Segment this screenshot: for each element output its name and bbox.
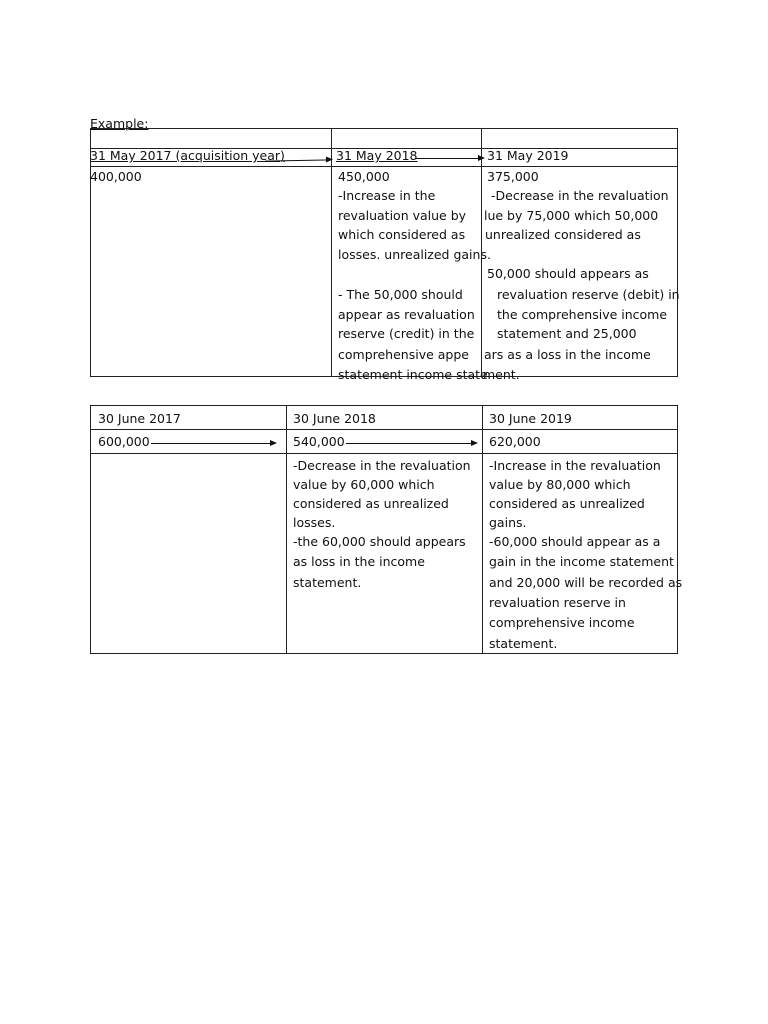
table-1-col2-line: statement income state [338, 367, 488, 382]
table-2-col3-line: gain in the income statement [489, 554, 674, 569]
table-2-border [90, 453, 678, 454]
table-2-value-col2: 540,000 [293, 434, 345, 449]
table-2-value-col1: 600,000 [98, 434, 150, 449]
table-2-header-col1: 30 June 2017 [98, 411, 181, 426]
arrow-icon [346, 443, 476, 444]
table-2-col2-line: -Decrease in the revaluation [293, 458, 471, 473]
table-1-col3-line: unrealized considered as [485, 227, 641, 242]
table-1-col3-line: 50,000 should appears as [487, 266, 649, 281]
table-1-col2-line: losses. unrealized gains. [338, 247, 491, 262]
table-2-header-col3: 30 June 2019 [489, 411, 572, 426]
table-2-col3-line: considered as unrealized [489, 496, 645, 511]
table-1-col3-line: statement and 25,000 [497, 326, 637, 341]
table-2-header-col2: 30 June 2018 [293, 411, 376, 426]
table-1-col3-line: the comprehensive income [497, 307, 668, 322]
table-1-header-col1: 31 May 2017 (acquisition year) [90, 148, 285, 163]
arrow-icon [265, 159, 331, 161]
table-2-value-col3: 620,000 [489, 434, 541, 449]
table-1-col2-line: revaluation value by [338, 208, 467, 223]
table-2-col2-line: as loss in the income [293, 554, 425, 569]
table-1-header-col3: 31 May 2019 [487, 148, 569, 163]
arrow-icon [415, 158, 483, 159]
table-1-col2-line: - The 50,000 should [338, 287, 463, 302]
table-1-col3-line: ars as a loss in the income [484, 347, 651, 362]
table-2-col3-line: -Increase in the revaluation [489, 458, 661, 473]
table-1-header-col2: 31 May 2018 [336, 148, 418, 163]
arrow-icon [151, 443, 275, 444]
table-1-value-col3: 375,000 [487, 169, 539, 184]
table-2-border-left [90, 405, 91, 653]
table-1-col2-line: appear as revaluation [338, 307, 475, 322]
table-1-value-col1: 400,000 [90, 169, 142, 184]
table-1-col3-line: revaluation reserve (debit) in [497, 287, 680, 302]
table-1-col-divider [331, 128, 332, 376]
table-2-col2-line: statement. [293, 575, 362, 590]
table-1-col2-line: which considered as [338, 227, 466, 242]
table-1-col2-line: -Increase in the [338, 188, 436, 203]
table-2-col3-line: statement. [489, 636, 558, 651]
table-1-border [90, 166, 678, 167]
table-1-col3-line: ment. [483, 367, 520, 382]
example-label: Example: [90, 116, 149, 131]
table-2-col2-line: value by 60,000 which [293, 477, 435, 492]
table-2-col3-line: and 20,000 will be recorded as [489, 575, 683, 590]
table-1-value-col2: 450,000 [338, 169, 390, 184]
table-2-col3-line: -60,000 should appear as a [489, 534, 661, 549]
table-2-col2-line: considered as unrealized [293, 496, 449, 511]
table-1-col2-line: comprehensive appe [338, 347, 469, 362]
table-1-col3-line: lue by 75,000 which 50,000 [484, 208, 659, 223]
table-2-col3-line: comprehensive income [489, 615, 635, 630]
table-2-border-right [677, 405, 678, 653]
table-2-col-divider [286, 405, 287, 653]
table-2-border-bottom [90, 653, 678, 654]
table-2-col3-line: value by 80,000 which [489, 477, 631, 492]
table-1-col2-line: reserve (credit) in the [338, 326, 475, 341]
table-2-col-divider [482, 405, 483, 653]
table-2-border [90, 429, 678, 430]
table-1-border-left [90, 128, 91, 376]
table-1-col3-line: -Decrease in the revaluation [491, 188, 669, 203]
table-2-col2-line: losses. [293, 515, 336, 530]
table-2-col3-line: gains. [489, 515, 527, 530]
table-2-col3-line: revaluation reserve in [489, 595, 626, 610]
table-2-border-top [90, 405, 678, 406]
table-2-col2-line: -the 60,000 should appears [293, 534, 466, 549]
table-1-border-top [90, 128, 678, 129]
table-1-border-right [677, 128, 678, 376]
